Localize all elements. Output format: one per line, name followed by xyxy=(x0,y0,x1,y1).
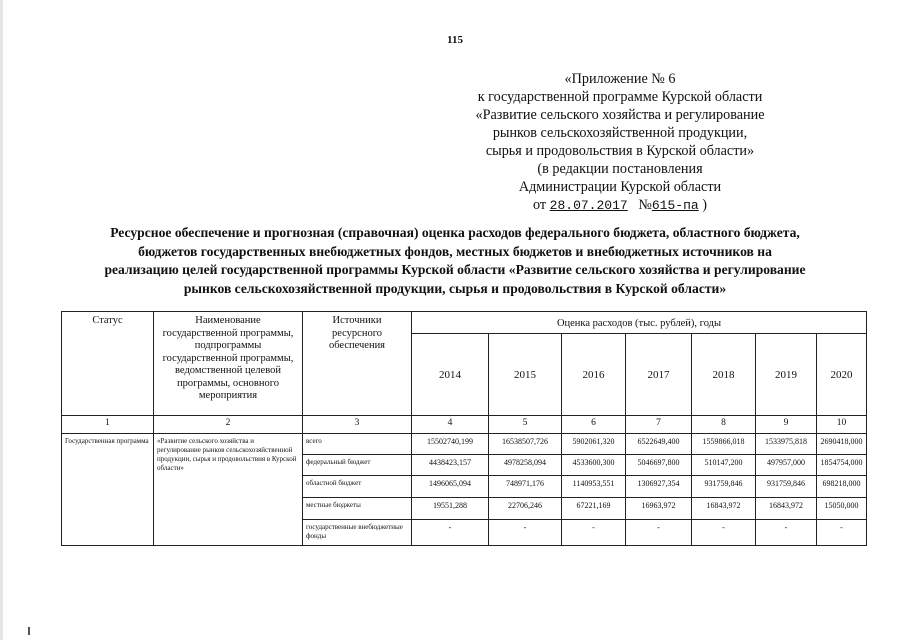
value-cell: 15502740,199 xyxy=(412,434,489,455)
appendix-line-5: сырья и продовольствия в Курской области» xyxy=(485,143,755,159)
value-cell: 16843,972 xyxy=(756,498,817,520)
value-cell: 15050,000 xyxy=(817,498,867,520)
title-line-3: реализацию целей государственной программы Курской области «Развитие сельского хозяйства и регулирование xyxy=(104,262,806,277)
value-cell: 4533600,300 xyxy=(562,455,626,476)
column-number: 6 xyxy=(562,416,626,434)
status-cell: Государственная программа xyxy=(62,434,154,546)
value-cell: 1140953,551 xyxy=(562,476,626,498)
resolution-number: 615-па xyxy=(651,198,699,213)
header-sources: Источники ресурсного обеспечения xyxy=(303,312,412,416)
value-cell: 1306927,354 xyxy=(626,476,692,498)
value-cell: - xyxy=(626,520,692,546)
value-cell: 698218,000 xyxy=(817,476,867,498)
appendix-line-4: рынков сельскохозяйственной продукции, xyxy=(492,125,748,141)
header-status: Статус xyxy=(62,312,154,416)
value-cell: 748971,176 xyxy=(489,476,562,498)
value-cell: - xyxy=(692,520,756,546)
value-cell: 497957,000 xyxy=(756,455,817,476)
value-cell: 1854754,000 xyxy=(817,455,867,476)
appendix-header xyxy=(470,70,770,215)
value-cell: 4978258,094 xyxy=(489,455,562,476)
resolution-date: 28.07.2017 xyxy=(549,198,628,213)
value-cell: 1559866,018 xyxy=(692,434,756,455)
column-number: 7 xyxy=(626,416,692,434)
appendix-line-7: Администрации Курской области xyxy=(518,179,722,195)
column-number: 10 xyxy=(817,416,867,434)
source-cell: областной бюджет xyxy=(303,476,412,498)
value-cell: 1533975,818 xyxy=(756,434,817,455)
column-number-row xyxy=(62,416,867,434)
value-cell: 931759,846 xyxy=(756,476,817,498)
appendix-line-6: (в редакции постановления xyxy=(537,161,703,177)
header-year: 2017 xyxy=(626,334,692,416)
header-year: 2016 xyxy=(562,334,626,416)
source-cell: местные бюджеты xyxy=(303,498,412,520)
value-cell: 1496065,094 xyxy=(412,476,489,498)
header-year: 2014 xyxy=(412,334,489,416)
value-cell: 67221,169 xyxy=(562,498,626,520)
value-cell: 16963,972 xyxy=(626,498,692,520)
header-estimate: Оценка расходов (тыс. рублей), годы xyxy=(412,312,867,334)
appendix-line-3: «Развитие сельского хозяйства и регулирование xyxy=(475,107,765,123)
column-number: 4 xyxy=(412,416,489,434)
table-row xyxy=(62,434,867,455)
page-number: 115 xyxy=(447,34,463,46)
column-number: 8 xyxy=(692,416,756,434)
source-cell: федеральный бюджет xyxy=(303,455,412,476)
document-title xyxy=(40,224,870,298)
appendix-line-2: к государственной программе Курской области xyxy=(477,89,763,105)
source-cell: всего xyxy=(303,434,412,455)
header-year: 2020 xyxy=(817,334,867,416)
title-line-1: Ресурсное обеспечение и прогнозная (справочная) оценка расходов федерального бюджета, областного бюджета, xyxy=(110,225,800,240)
header-year: 2015 xyxy=(489,334,562,416)
value-cell: 931759,846 xyxy=(692,476,756,498)
scan-edge xyxy=(0,0,3,640)
value-cell: 6522649,400 xyxy=(626,434,692,455)
column-number: 9 xyxy=(756,416,817,434)
header-year: 2018 xyxy=(692,334,756,416)
value-cell: - xyxy=(756,520,817,546)
value-cell: - xyxy=(562,520,626,546)
header-name: Наименование государственной программы, подпрограммы государственной программы, ведомственной целевой программы, основного мероприятия xyxy=(154,312,303,416)
column-number: 3 xyxy=(303,416,412,434)
value-cell: - xyxy=(412,520,489,546)
value-cell: 2690418,000 xyxy=(817,434,867,455)
title-line-4: рынков сельскохозяйственной продукции, сырья и продовольствия в Курской области» xyxy=(183,280,727,296)
value-cell: 4438423,157 xyxy=(412,455,489,476)
source-cell: государственные внебюджетные фонды xyxy=(303,520,412,546)
program-name-cell: «Развитие сельского хозяйства и регулирование рынков сельскохозяйственной продукции, сырья и продовольствия в Курской области» xyxy=(154,434,303,546)
value-cell: - xyxy=(817,520,867,546)
column-number: 5 xyxy=(489,416,562,434)
resource-table xyxy=(61,311,867,546)
value-cell: 16538507,726 xyxy=(489,434,562,455)
appendix-date-line xyxy=(470,196,770,215)
value-cell: 19551,288 xyxy=(412,498,489,520)
value-cell: 510147,200 xyxy=(692,455,756,476)
value-cell: 16843,972 xyxy=(692,498,756,520)
value-cell: 5902061,320 xyxy=(562,434,626,455)
title-line-2: бюджетов государственных внебюджетных фондов, местных бюджетов и внебюджетных источников на xyxy=(138,243,772,259)
column-number: 2 xyxy=(154,416,303,434)
header-year: 2019 xyxy=(756,334,817,416)
close-paren: ) xyxy=(702,197,707,213)
value-cell: 22706,246 xyxy=(489,498,562,520)
value-cell: 5046697,800 xyxy=(626,455,692,476)
scan-mark xyxy=(28,627,30,635)
column-number: 1 xyxy=(62,416,154,434)
number-label: № xyxy=(638,197,652,213)
value-cell: - xyxy=(489,520,562,546)
from-label: от xyxy=(533,197,547,213)
appendix-line-1: «Приложение № 6 xyxy=(564,71,676,87)
